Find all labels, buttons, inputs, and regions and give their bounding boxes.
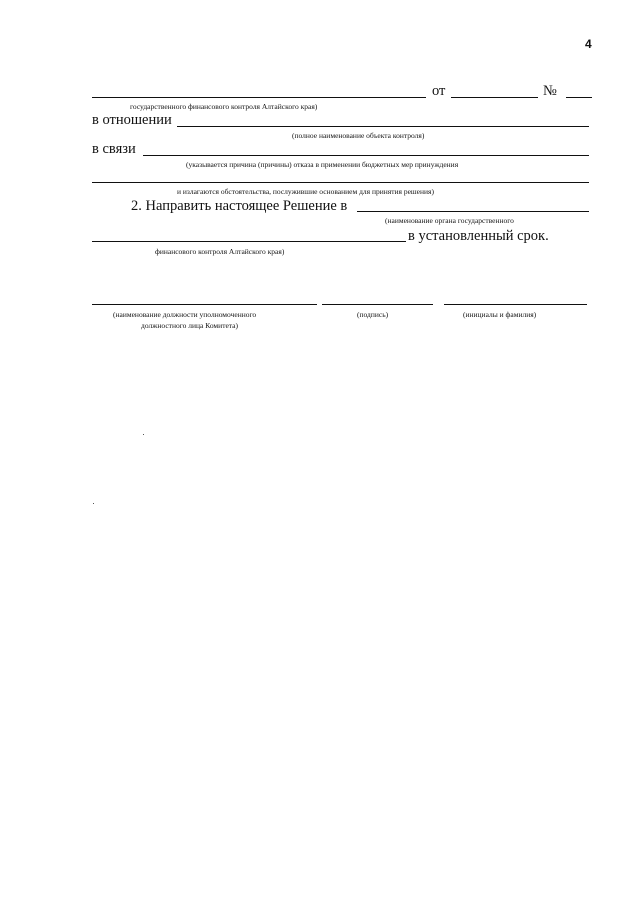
recipient-body-caption: (наименование органа государственного <box>385 216 514 225</box>
scan-speck <box>143 434 144 435</box>
recipient-body-continuation-line <box>92 241 406 242</box>
date-blank-line <box>451 97 538 98</box>
regarding-label: в отношении <box>92 112 172 128</box>
control-object-caption: (полное наименование объекта контроля) <box>292 131 425 140</box>
from-date-label: от <box>432 83 446 99</box>
scan-speck <box>93 503 94 504</box>
recipient-body-caption-continued: финансового контроля Алтайского края) <box>155 247 285 256</box>
reason-blank-line <box>143 155 589 156</box>
established-term-text: в установленный срок. <box>408 228 549 244</box>
send-decision-text: 2. Направить настоящее Решение в <box>131 198 348 214</box>
reason-caption: (указывается причина (причины) отказа в применении бюджетных мер принуждения <box>186 160 459 169</box>
number-blank-line <box>566 97 592 98</box>
initials-surname-line <box>444 304 587 305</box>
signature-caption: (подпись) <box>357 310 389 319</box>
signature-line <box>322 304 433 305</box>
recipient-body-blank-line <box>357 211 589 212</box>
circumstances-caption: и излагаются обстоятельства, послужившие основанием для принятия решения) <box>177 187 434 196</box>
official-position-line <box>92 304 317 305</box>
official-position-caption: (наименование должности уполномоченного <box>113 310 257 319</box>
control-object-blank-line <box>177 126 589 127</box>
number-label: № <box>543 83 557 99</box>
issuing-body-blank-line <box>92 97 426 98</box>
page-number: 4 <box>585 37 592 51</box>
official-position-caption-line2: должностного лица Комитета) <box>141 321 238 330</box>
circumstances-blank-line <box>92 182 589 183</box>
initials-surname-caption: (инициалы и фамилия) <box>463 310 537 319</box>
issuing-body-caption: государственного финансового контроля Алтайского края) <box>130 102 318 111</box>
in-connection-label: в связи <box>92 141 136 157</box>
